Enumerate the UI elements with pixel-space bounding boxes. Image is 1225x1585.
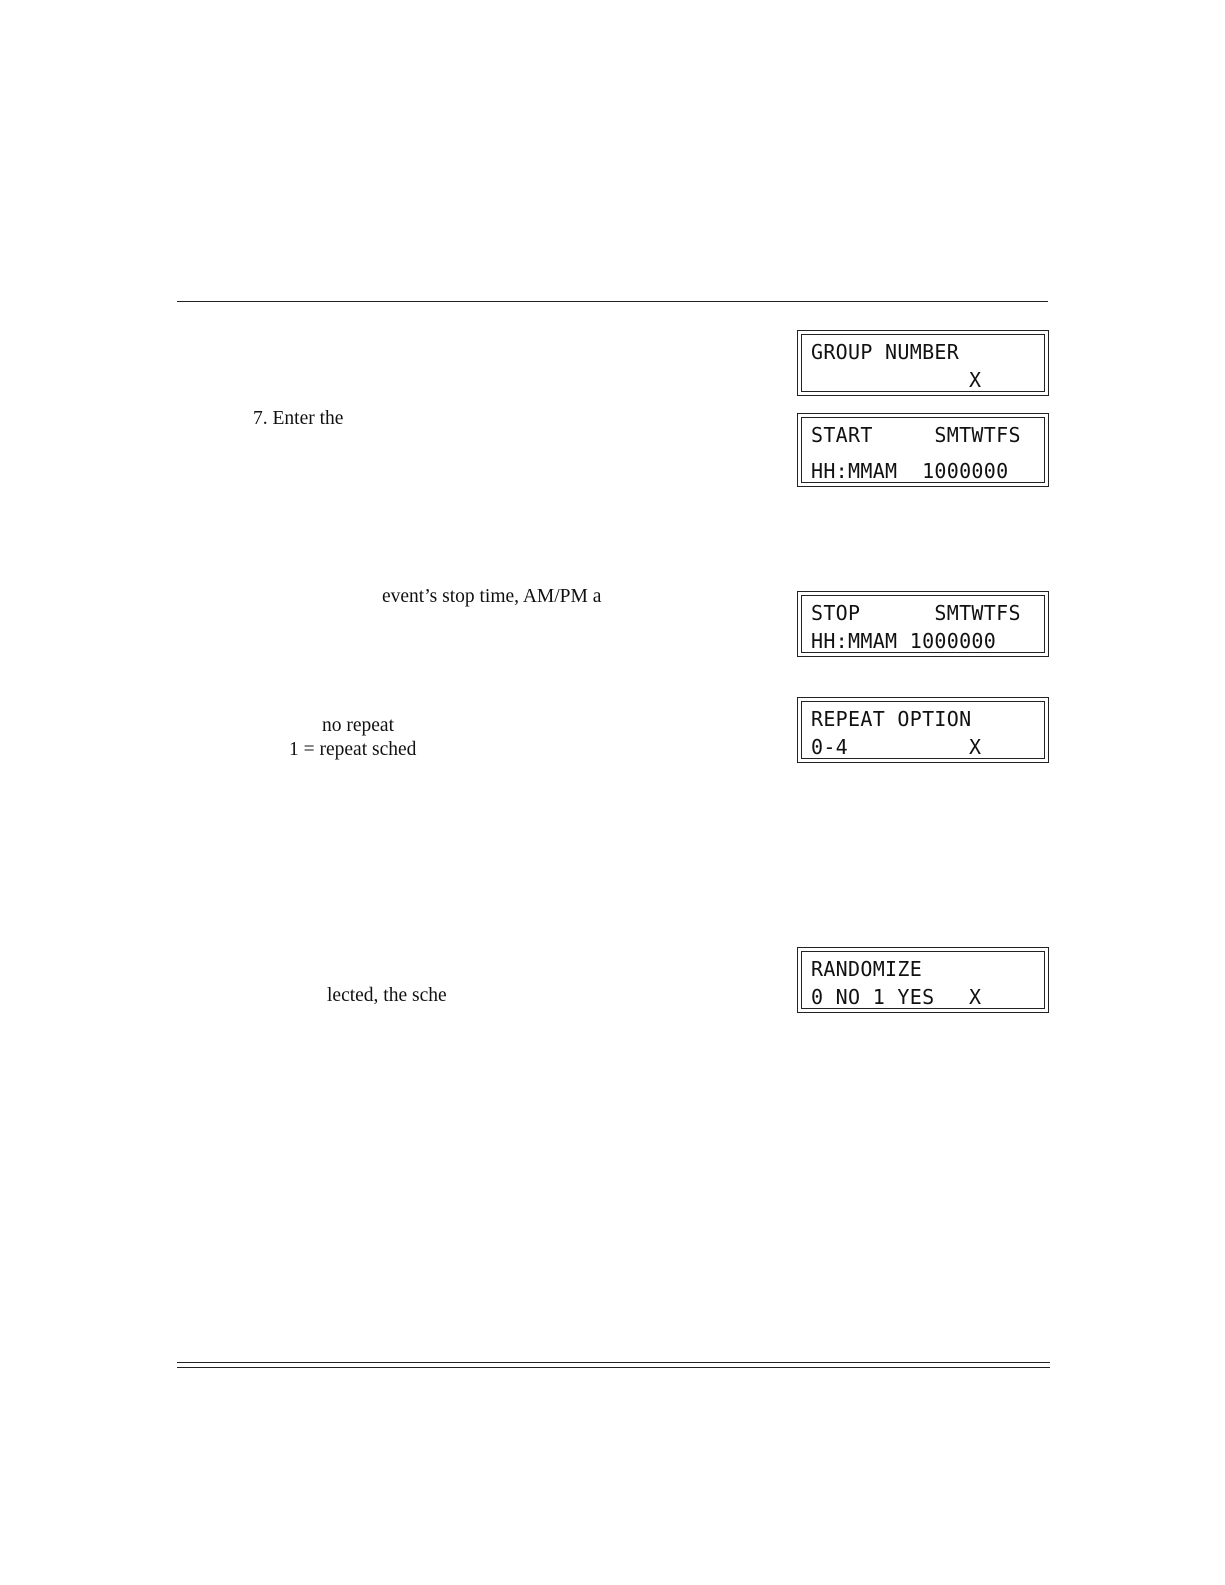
randomize-label: RANDOMIZE — [811, 957, 923, 981]
group-number-display — [797, 330, 1049, 396]
repeat-option-display — [797, 697, 1049, 763]
step-7-text: 7. Enter the — [253, 408, 344, 429]
repeat-sched-text: 1 = repeat sched — [289, 739, 417, 760]
repeat-option-value: X — [969, 735, 982, 759]
no-repeat-text: no repeat — [322, 715, 395, 736]
randomize-value: X — [969, 985, 982, 1009]
start-label: START SMTWTFS — [811, 423, 1021, 447]
start-display — [797, 413, 1049, 487]
stop-label: STOP SMTWTFS — [811, 601, 1021, 625]
stop-time-text: event’s stop time, AM/PM a — [382, 586, 602, 607]
stop-display — [797, 591, 1049, 657]
top-rule — [177, 301, 1048, 302]
randomize-options: 0 NO 1 YES — [811, 985, 935, 1009]
start-value: HH:MMAM 1000000 — [811, 459, 1009, 483]
randomize-display — [797, 947, 1049, 1013]
stop-value: HH:MMAM 1000000 — [811, 629, 997, 653]
group-number-label: GROUP NUMBER — [811, 340, 960, 364]
group-number-value: X — [969, 368, 982, 392]
repeat-option-label: REPEAT OPTION — [811, 707, 972, 731]
bottom-rule — [177, 1362, 1050, 1368]
lected-text: lected, the sche — [327, 985, 447, 1006]
repeat-option-range: 0-4 — [811, 735, 849, 759]
